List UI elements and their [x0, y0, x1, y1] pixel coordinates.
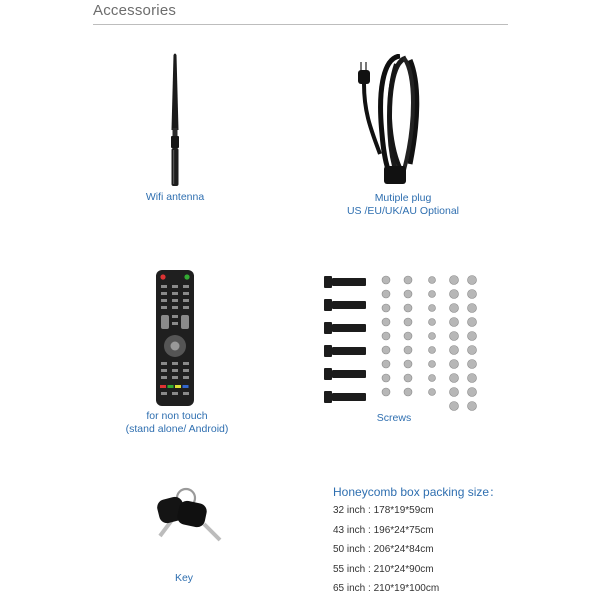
power-cord-icon: [358, 54, 424, 186]
packing-size-row: 43 inch : 196*24*75cm: [333, 524, 434, 536]
remote-caption: [115, 410, 239, 436]
packing-size-row: 55 inch : 210*24*90cm: [333, 563, 434, 575]
plug-caption-line2: US /EU/UK/AU Optional: [346, 205, 460, 217]
section-title: Accessories: [93, 2, 177, 19]
screws-icon: [322, 272, 482, 412]
screws-caption: Screws: [376, 412, 412, 424]
key-caption: Key: [174, 572, 194, 584]
plug-caption-line1: Mutiple plug: [374, 192, 432, 204]
packing-size-row: 32 inch : 178*19*59cm: [333, 505, 434, 516]
remote-caption-line2: (stand alone/ Android): [125, 423, 229, 435]
plug-caption: [330, 192, 476, 218]
antenna-caption: Wifi antenna: [145, 191, 205, 203]
keys-icon: [150, 486, 224, 548]
packing-size-row: 50 inch : 206*24*84cm: [333, 544, 434, 555]
packing-size-row: 65 inch : 210*19*100cm: [333, 583, 440, 594]
remote-caption-line1: for non touch: [146, 410, 208, 422]
remote-control-icon: [155, 269, 195, 407]
wifi-antenna-icon: [163, 52, 187, 188]
packing-size-list: [333, 505, 439, 603]
title-divider: [93, 24, 508, 25]
packing-title: Honeycomb box packing size：: [333, 485, 502, 499]
